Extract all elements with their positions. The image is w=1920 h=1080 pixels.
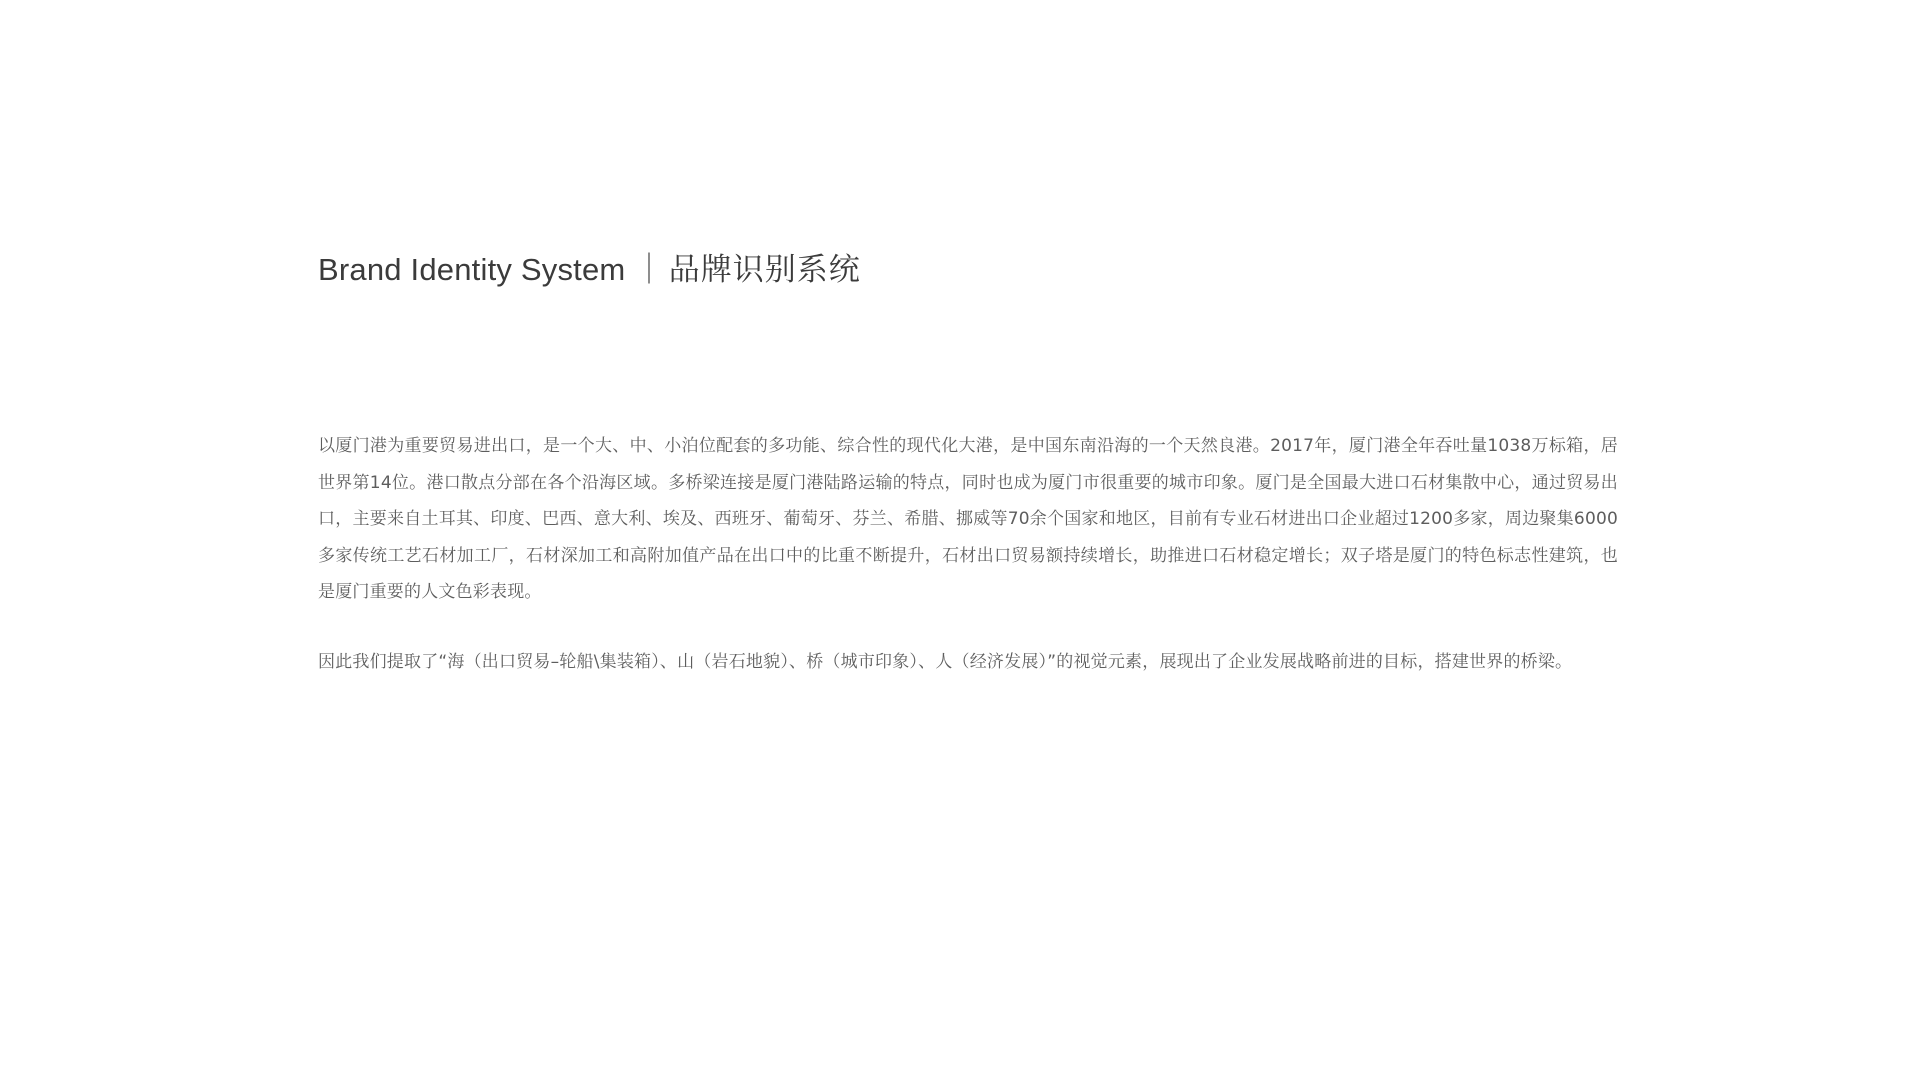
page-title-divider: ｜ <box>633 251 665 287</box>
paragraph-1: 以厦门港为重要贸易进出口，是一个大、中、小泊位配套的多功能、综合性的现代化大港，是中国东南沿海的一个天然良港。2017年，厦门港全年吞吐量1038万标箱，居世界第14位。港口散点分部在各个沿海区域。多桥梁连接是厦门港陆路运输的特点，同时也成为厦门市很重要的城市印象。厦门是全国最大进口石材集散中心，通过贸易出口，主要来自土耳其、印度、巴西、意大利、埃及、西班牙、葡萄牙、芬兰、希腊、挪威等70余个国家和地区，目前有专业石材进出口企业超过1200多家，周边聚集6000多家传统工艺石材加工厂，石材深加工和高附加值产品在出口中的比重不断提升，石材出口贸易额持续增长，助推进口石材稳定增长；双子塔是厦门的特色标志性建筑，也是厦门重要的人文色彩表现。 <box>318 436 1618 603</box>
page-title-english: Brand Identity System <box>318 251 626 287</box>
body-text-block <box>318 428 1618 680</box>
page-title <box>318 251 861 290</box>
paragraph-2: 因此我们提取了“海（出口贸易–轮船\集装箱）、山（岩石地貌）、桥（城市印象）、人（经济发展）”的视觉元素，展现出了企业发展战略前进的目标，搭建世界的桥梁。 <box>318 651 1573 672</box>
page-title-chinese: 品牌识别系统 <box>668 251 861 288</box>
